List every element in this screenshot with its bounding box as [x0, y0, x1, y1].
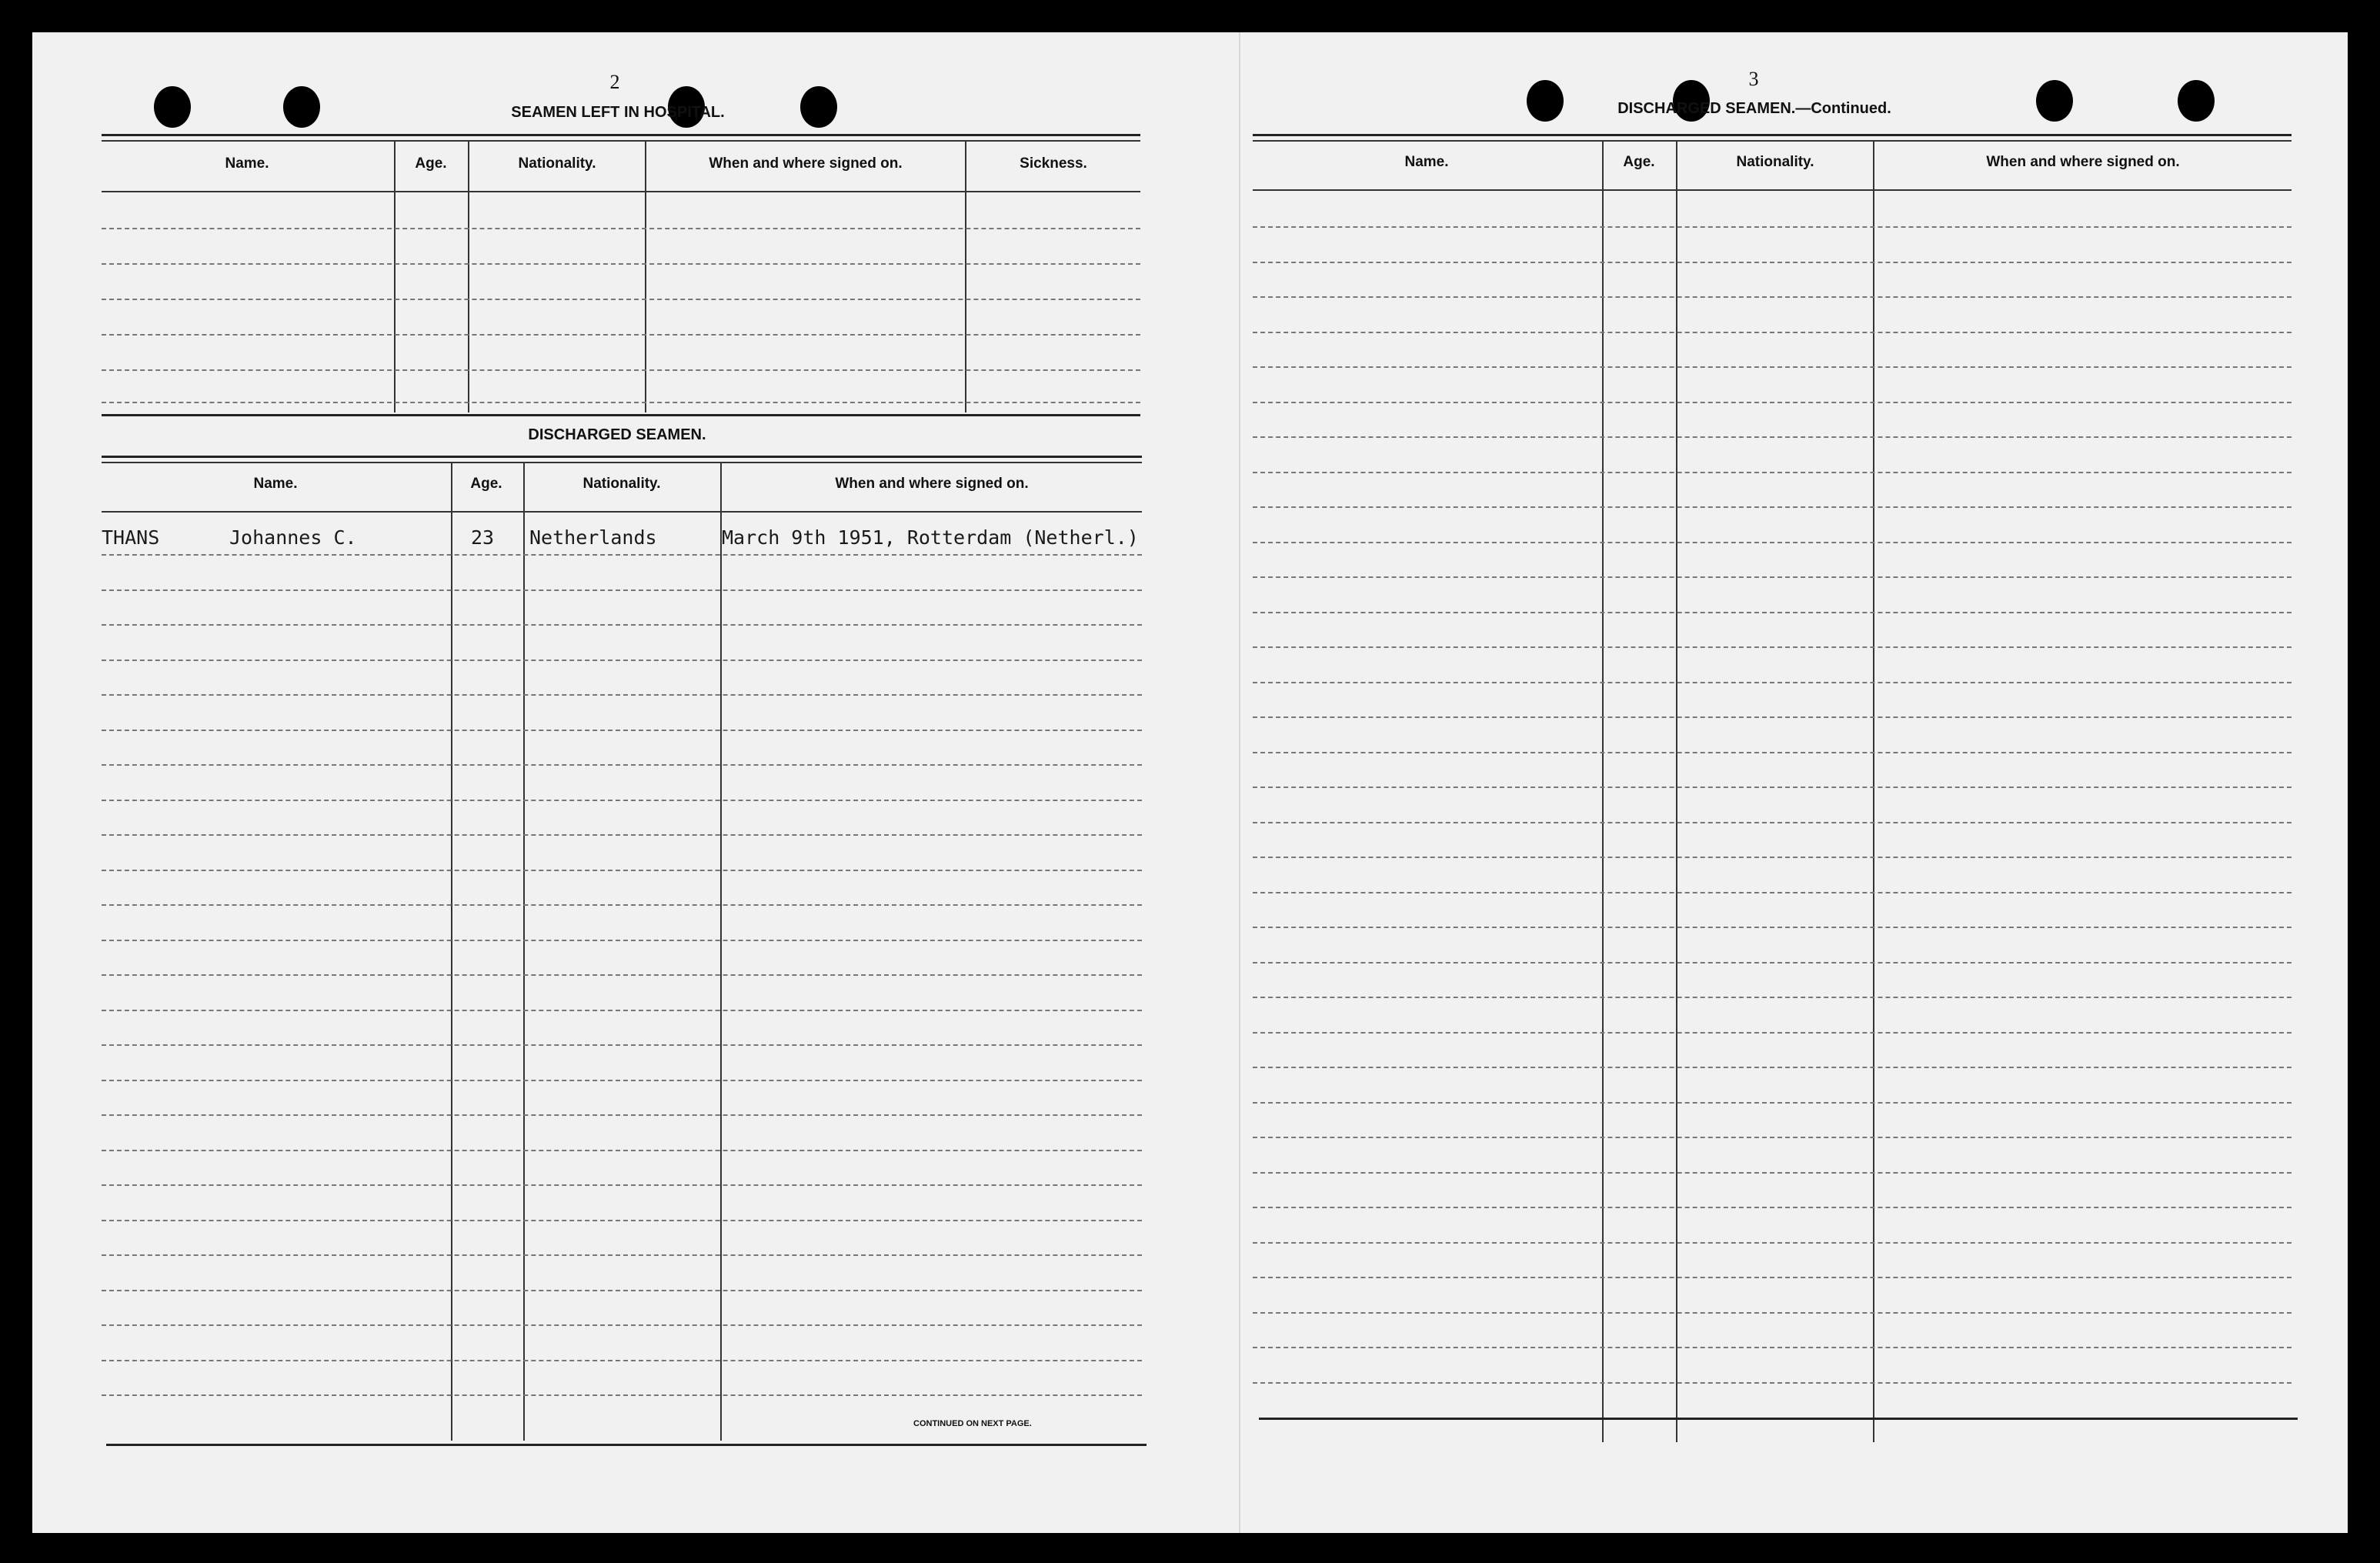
column-divider [1602, 142, 1604, 1442]
entry-line [1253, 402, 2292, 403]
col-header-age: Age. [470, 476, 502, 492]
entry-line [102, 1184, 1142, 1186]
entry-line [102, 800, 1142, 801]
entry-line [1253, 1312, 2292, 1314]
entry-line [102, 334, 1140, 336]
page-number-left: 2 [609, 71, 620, 93]
rule [102, 414, 1140, 416]
entry-line [102, 402, 1140, 403]
entry-line [1253, 1277, 2292, 1278]
entry-line [1253, 646, 2292, 648]
entry-line [102, 730, 1142, 731]
entry-line [1253, 1032, 2292, 1034]
entry-line [1253, 332, 2292, 333]
entry-line [1253, 1347, 2292, 1348]
entry-line [1253, 296, 2292, 298]
column-divider [645, 142, 646, 412]
col-header-age: Age. [1623, 154, 1655, 170]
rule [102, 134, 1140, 136]
column-divider [394, 142, 396, 412]
entry-line [102, 764, 1142, 766]
entry-line [1253, 262, 2292, 263]
ledger-sheet [32, 32, 2348, 1533]
column-divider [965, 142, 966, 412]
col-header-signed-on: When and where signed on. [1986, 154, 2180, 170]
col-header-name: Name. [225, 155, 269, 172]
col-header-signed-on: When and where signed on. [709, 155, 903, 172]
entry-line [1253, 682, 2292, 683]
seaman-surname: THANS [102, 526, 160, 549]
entry-line [102, 694, 1142, 696]
entry-line [102, 554, 1142, 556]
entry-line [1253, 787, 2292, 788]
entry-line [1253, 506, 2292, 508]
col-header-name: Name. [253, 476, 298, 492]
entry-line [1253, 822, 2292, 823]
rule [1253, 140, 2292, 142]
entry-line [1253, 1242, 2292, 1244]
rule [102, 462, 1142, 463]
entry-line [1253, 1382, 2292, 1384]
entry-line [102, 1394, 1142, 1396]
col-header-sickness: Sickness. [1020, 155, 1087, 172]
column-divider [451, 463, 452, 1441]
entry-line [1253, 576, 2292, 578]
entry-line [1253, 542, 2292, 543]
entry-line [1253, 892, 2292, 893]
entry-line [102, 1360, 1142, 1361]
entry-line [102, 834, 1142, 836]
column-divider [1676, 142, 1677, 1442]
rule [102, 191, 1140, 192]
entry-line [1253, 1102, 2292, 1104]
entry-line [1253, 962, 2292, 964]
entry-line [1253, 927, 2292, 928]
discharged-section-title: DISCHARGED SEAMEN. [528, 426, 706, 443]
hospital-section-title: SEAMEN LEFT IN HOSPITAL. [511, 104, 725, 121]
entry-line [102, 1254, 1142, 1256]
page-number-right: 3 [1748, 68, 1759, 90]
column-divider [720, 463, 722, 1441]
col-header-name: Name. [1404, 154, 1449, 170]
rule [102, 456, 1142, 458]
rule [1259, 1418, 2298, 1420]
rule [102, 140, 1140, 142]
rule [102, 511, 1142, 513]
entry-line [102, 228, 1140, 229]
punch-hole [283, 86, 320, 128]
entry-line [1253, 1067, 2292, 1068]
entry-line [1253, 1207, 2292, 1208]
entry-line [102, 1324, 1142, 1326]
column-divider [1873, 142, 1874, 1442]
entry-line [102, 624, 1142, 626]
rule [106, 1444, 1147, 1446]
punch-hole [154, 86, 191, 128]
punch-hole [1527, 80, 1564, 122]
entry-line [102, 1150, 1142, 1151]
col-header-nationality: Nationality. [582, 476, 661, 492]
col-header-nationality: Nationality. [518, 155, 596, 172]
entry-line [102, 1220, 1142, 1221]
entry-line [102, 1290, 1142, 1291]
entry-line [102, 1080, 1142, 1081]
entry-line [1253, 472, 2292, 473]
entry-line [1253, 997, 2292, 998]
entry-line [1253, 1137, 2292, 1138]
entry-line [102, 904, 1142, 906]
col-header-age: Age. [415, 155, 447, 172]
rule [1253, 134, 2292, 136]
entry-line [1253, 226, 2292, 228]
punch-hole [2178, 80, 2215, 122]
rule [1253, 189, 2292, 191]
entry-line [102, 1044, 1142, 1046]
entry-line [1253, 1172, 2292, 1174]
entry-line [1253, 436, 2292, 438]
col-header-nationality: Nationality. [1736, 154, 1814, 170]
seaman-nationality: Netherlands [529, 526, 657, 549]
entry-line [1253, 612, 2292, 613]
column-divider [523, 463, 525, 1441]
continued-footer: CONTINUED ON NEXT PAGE. [913, 1419, 1032, 1428]
entry-line [102, 974, 1142, 976]
entry-line [1253, 716, 2292, 718]
punch-hole [2036, 80, 2073, 122]
seaman-signed-on: March 9th 1951, Rotterdam (Netherl.) [722, 526, 1139, 549]
entry-line [1253, 857, 2292, 858]
entry-line [102, 589, 1142, 591]
entry-line [102, 299, 1140, 300]
col-header-signed-on: When and where signed on. [835, 476, 1029, 492]
entry-line [102, 1010, 1142, 1011]
entry-line [102, 369, 1140, 371]
seaman-age: 23 [471, 526, 495, 549]
entry-line [102, 870, 1142, 871]
column-divider [468, 142, 469, 412]
continued-section-title: DISCHARGED SEAMEN.—Continued. [1617, 100, 1891, 117]
entry-line [102, 263, 1140, 265]
punch-hole [800, 86, 837, 128]
entry-line [1253, 366, 2292, 368]
entry-line [102, 660, 1142, 661]
entry-line [1253, 752, 2292, 753]
page-fold [1239, 32, 1240, 1533]
entry-line [102, 940, 1142, 941]
seaman-given-name: Johannes C. [229, 526, 357, 549]
entry-line [102, 1114, 1142, 1116]
